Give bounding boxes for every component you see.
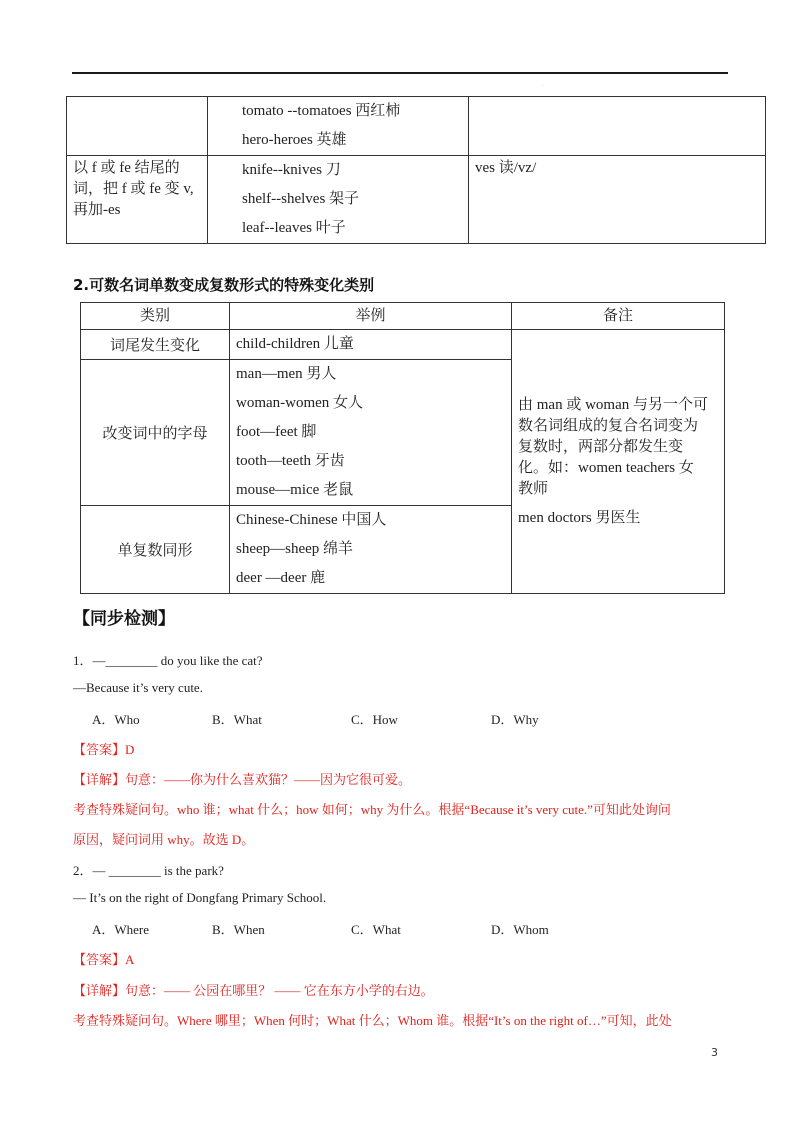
question-2-option-d: D．Whom — [491, 922, 549, 937]
note-text: ves 读/vz/ — [475, 160, 537, 176]
question-2-explanation: 【详解】句意：—— 公园在哪里？ —— 它在东方小学的右边。 — [73, 983, 434, 998]
table-row — [67, 156, 766, 244]
question-1-option-a: A．Who — [92, 712, 140, 727]
note-cell — [469, 97, 766, 156]
example-text: child-children 儿童 — [236, 336, 354, 352]
category-cell: 单复数同形 — [81, 506, 230, 594]
example-text: hero-heroes 英雄 — [242, 132, 347, 148]
header-rule — [72, 72, 728, 74]
special-plural-table — [80, 302, 725, 594]
examples-cell — [208, 97, 469, 156]
example-text: tooth—teeth 牙齿 — [236, 453, 345, 469]
example-text: mouse—mice 老鼠 — [236, 482, 354, 498]
question-2-reply: — It’s on the right of Dongfang Primary School. — [73, 890, 327, 905]
rule-text: 以 f 或 fe 结尾的词，把 f 或 fe 变 v,再加-es — [73, 160, 194, 218]
examples-cell — [230, 330, 512, 360]
rule-cell — [67, 156, 208, 244]
header-dot: . — [542, 82, 544, 88]
table-row — [67, 97, 766, 156]
question-1-option-d: D．Why — [491, 712, 539, 727]
examples-cell — [230, 360, 512, 506]
sync-check-title: 【同步检测】 — [73, 609, 175, 629]
examples-cell — [208, 156, 469, 244]
question-1-reply: —Because it’s very cute. — [73, 680, 203, 695]
example-text: leaf--leaves 叶子 — [242, 220, 346, 236]
question-2-explanation: 考查特殊疑问句。Where 哪里；When 何时；What 什么；Whom 谁。根据“It’s on the right of…”可知，此处 — [73, 1013, 672, 1028]
remark-text: 由 man 或 woman 与另一个可 数名词组成的复合名词变为 复数时，两部分都发生变 化。如：women teachers 女 教师 men doctors 男医生 — [518, 396, 708, 526]
question-2-option-b: B．When — [212, 922, 265, 937]
example-text: shelf--shelves 架子 — [242, 191, 360, 207]
question-1-explanation: 考查特殊疑问句。who 谁；what 什么；how 如何；why 为什么。根据“Because it’s very cute.”可知此处询问 — [73, 802, 671, 817]
example-text: sheep—sheep 绵羊 — [236, 541, 354, 557]
note-cell — [469, 156, 766, 244]
example-text: deer —deer 鹿 — [236, 570, 326, 586]
category-cell: 改变词中的字母 — [81, 360, 230, 506]
example-text: woman-women 女人 — [236, 395, 364, 411]
table-row — [81, 330, 725, 360]
example-text: Chinese-Chinese 中国人 — [236, 512, 387, 528]
example-text: man—men 男人 — [236, 366, 337, 382]
plural-rules-table — [66, 96, 766, 244]
rule-cell — [67, 97, 208, 156]
column-header: 类别 — [81, 303, 230, 330]
question-1-explanation: 原因，疑问词用 why。故选 D。 — [73, 832, 255, 847]
question-2-option-c: C．What — [351, 922, 401, 937]
remark-cell — [512, 330, 725, 594]
examples-cell — [230, 506, 512, 594]
question-2-option-a: A．Where — [92, 922, 150, 937]
example-text: foot—feet 脚 — [236, 424, 317, 440]
question-2-answer: 【答案】A — [73, 952, 135, 967]
question-1-option-b: B．What — [212, 712, 262, 727]
table-header-row — [81, 303, 725, 330]
column-header: 备注 — [512, 303, 725, 330]
section-title: 2.可数名词单数变成复数形式的特殊变化类别 — [73, 276, 375, 294]
question-1-option-c: C．How — [351, 712, 398, 727]
example-text: tomato --tomatoes 西红柿 — [242, 103, 401, 119]
question-1-stem: 1．—________ do you like the cat? — [73, 653, 263, 668]
column-header: 举例 — [230, 303, 512, 330]
question-1-explanation: 【详解】句意：——你为什么喜欢猫？——因为它很可爱。 — [73, 772, 412, 787]
category-cell: 词尾发生变化 — [81, 330, 230, 360]
page-number: 3 — [711, 1046, 718, 1059]
question-2-stem: 2．— ________ is the park? — [73, 863, 224, 878]
example-text: knife--knives 刀 — [242, 162, 341, 178]
question-1-answer: 【答案】D — [73, 742, 135, 757]
